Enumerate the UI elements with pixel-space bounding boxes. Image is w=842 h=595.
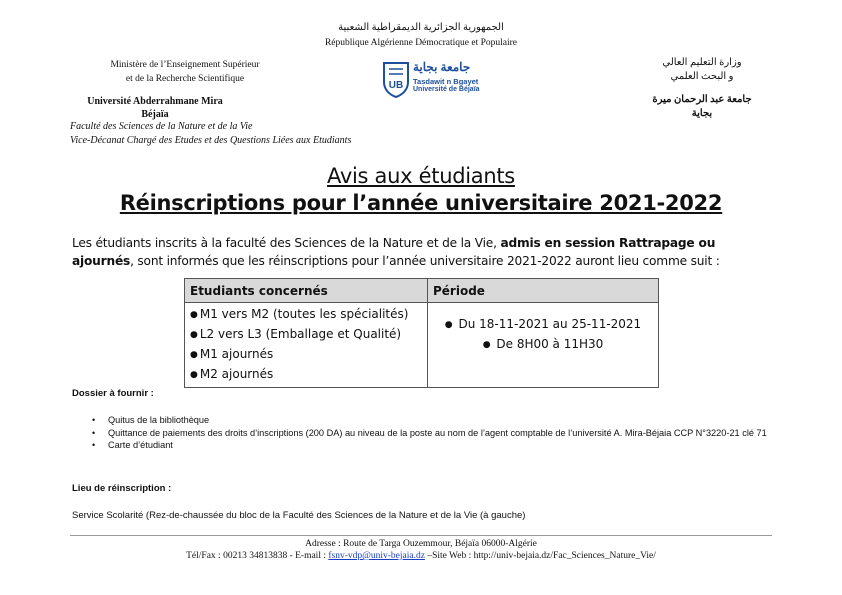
university-fr-line1: Université Abderrahmane Mira [87, 96, 223, 107]
footer-divider [70, 535, 772, 536]
email-link[interactable]: fsnv-vdp@univ-bejaia.dz [328, 551, 425, 561]
ministry-ar-line2: و البحث العلمي [670, 71, 734, 82]
list-item: ● M2 ajournés [190, 367, 274, 381]
bullet-icon: ● [190, 310, 198, 320]
list-item: • Quittance de paiements des droits d’inscriptions (200 DA) au niveau de la poste au nom de l’agent comptable de l’université A. Mira-Béjaia CCP N°3220-21 clé 71 [108, 427, 782, 440]
republic-name-fr: République Algérienne Démocratique et Populaire [324, 38, 518, 48]
notice-paragraph [72, 234, 777, 270]
footer-address: Adresse : Route de Targa Ouzemmour, Béjaïa 06000-Algérie [305, 539, 537, 549]
notice-title: Avis aux étudiants [327, 164, 515, 188]
bullet-icon: ● [190, 370, 198, 380]
university-logo-icon [380, 60, 412, 98]
ministry-ar [632, 56, 772, 84]
university-ar-line2: بجاية [691, 108, 713, 119]
faculty-name: Faculté des Sciences de la Nature et de la Vie [70, 121, 253, 132]
students-list [190, 305, 422, 385]
university-ar [632, 93, 772, 121]
notice-subtitle: Réinscriptions pour l’année universitaire 2021-2022 [119, 191, 723, 215]
lieu-title: Lieu de réinscription : [72, 483, 172, 494]
dossier-title: Dossier à fournir : [72, 388, 154, 399]
ministry-fr-line2: et de la Recherche Scientifique [125, 74, 245, 84]
ministry-ar-line1: وزارة التعليم العالي [662, 57, 742, 68]
vice-deanship: Vice-Décanat Chargé des Etudes et des Questions Liées aux Etudiants [70, 135, 352, 146]
table-row [185, 303, 659, 388]
bullet-icon: ● [444, 320, 453, 330]
list-item: • Quitus de la bibliothèque [108, 414, 782, 427]
bullet-icon: ● [190, 330, 198, 340]
logo-name-ar: جامعة بجاية [413, 60, 471, 74]
university-ar-line1: جامعة عبد الرحمان ميرة [652, 94, 752, 105]
period-dates: ● Du 18-11-2021 au 25-11-2021 [444, 317, 642, 331]
para-bold: admis en session Rattrapage ou ajournés [72, 236, 716, 268]
bullet-icon: ● [482, 340, 491, 350]
ministry-fr [70, 58, 300, 86]
list-item: • Carte d’étudiant [108, 439, 782, 452]
para-part1: Les étudiants inscrits à la faculté des Sciences de la Nature et de la Vie, [72, 236, 501, 250]
ministry-fr-line1: Ministère de l’Enseignement Supérieur [110, 60, 260, 70]
logo-name-fr: Université de Béjaïa [413, 86, 480, 93]
bullet-icon: ● [190, 350, 198, 360]
republic-name-ar: الجمهورية الجزائرية الديمقراطية الشعبية [338, 22, 504, 33]
period-cell [428, 303, 659, 388]
logo-name-kab: Tasdawit n Bgayet [413, 77, 479, 86]
website-link[interactable]: http://univ-bejaia.dz/Fac_Sciences_Nature_Vie/ [473, 551, 656, 561]
para-part2: , sont informés que les réinscriptions pour l’année universitaire 2021-2022 auront lieu comme suit : [130, 254, 720, 268]
period-hours: ● De 8H00 à 11H30 [482, 337, 604, 351]
footer-contact: Tél/Fax : 00213 34813838 - E-mail : fsnv-vdp@univ-bejaia.dz –Site Web : http://univ-bejaia.dz/Fac_Sciences_Nature_Vie/ [186, 551, 656, 561]
lieu-text: Service Scolarité (Rez-de-chaussée du bloc de la Faculté des Sciences de la Nature et de la Vie (à gauche) [72, 510, 526, 521]
header-period: Période [428, 279, 659, 303]
list-item: ● M1 vers M2 (toutes les spécialités) [190, 307, 409, 321]
schedule-table [184, 278, 659, 388]
university-fr-line2: Béjaïa [141, 109, 169, 120]
list-item: ● L2 vers L3 (Emballage et Qualité) [190, 327, 402, 341]
students-cell [185, 303, 428, 388]
table-header-row [185, 279, 659, 303]
list-item: ● M1 ajournés [190, 347, 274, 361]
university-fr [70, 95, 240, 121]
svg-text:UB: UB [388, 80, 404, 91]
dossier-list [92, 414, 782, 452]
header-students: Etudiants concernés [185, 279, 428, 303]
